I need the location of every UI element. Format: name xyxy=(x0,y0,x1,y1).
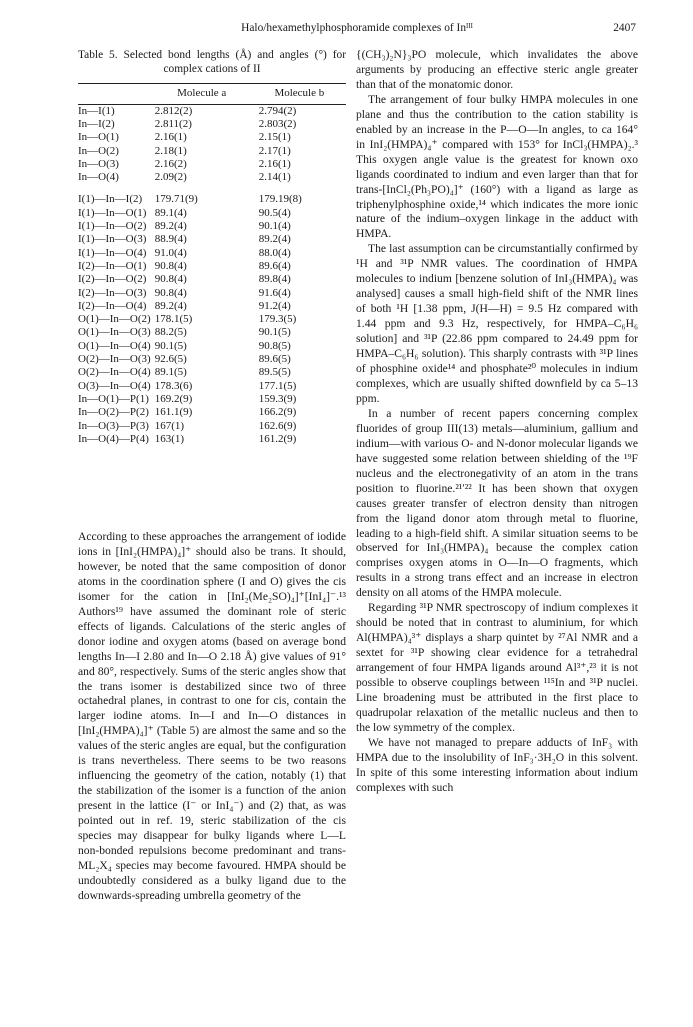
molecule-a-cell: 161.1(9) xyxy=(154,406,193,419)
bond-label-cell: In—O(1)—P(1) xyxy=(78,392,149,405)
molecule-a-cell: 178.3(6) xyxy=(154,379,193,392)
table-row xyxy=(78,207,346,220)
bond-label-cell: I(2)—In—O(1) xyxy=(78,259,147,272)
table-row xyxy=(78,433,346,446)
molecule-b-cell: 89.2(4) xyxy=(258,233,291,246)
molecule-a-cell: 90.8(4) xyxy=(154,286,187,299)
molecule-a-cell: 2.09(2) xyxy=(154,171,187,184)
table-row xyxy=(78,260,346,273)
molecule-b-cell: 2.14(1) xyxy=(258,171,291,184)
molecule-a-cell: 88.2(5) xyxy=(154,326,187,339)
molecule-b-cell: 90.8(5) xyxy=(258,339,291,352)
bond-label-cell: I(1)—In—I(2) xyxy=(78,193,143,206)
bond-label-cell: O(1)—In—O(4) xyxy=(78,339,151,352)
right-paragraph-1: {(CH₃)₂N}₃PO molecule, which invalidates the above arguments by producing an effective steric angle greater than that of the monatomic donor. xyxy=(356,48,638,91)
molecule-a-cell: 169.2(9) xyxy=(154,392,193,405)
bond-label-cell: O(2)—In—O(3) xyxy=(78,353,151,366)
molecule-b-cell: 2.803(2) xyxy=(258,118,297,130)
table-row xyxy=(78,326,346,339)
molecule-b-cell: 166.2(9) xyxy=(258,406,297,419)
running-head xyxy=(78,22,636,38)
molecule-b-cell: 90.5(4) xyxy=(258,206,291,219)
molecule-a-cell: 167(1) xyxy=(154,419,185,432)
table-row xyxy=(78,366,346,379)
table-row xyxy=(78,353,346,366)
page-number: 2407 xyxy=(613,22,636,34)
molecule-a-cell: 89.2(4) xyxy=(154,299,187,312)
molecule-a-cell: 2.812(2) xyxy=(154,104,193,117)
angles-body xyxy=(78,193,346,446)
table-row xyxy=(78,340,346,353)
bond-label-cell: I(2)—In—O(2) xyxy=(78,273,147,286)
bond-label-cell: I(1)—In—O(2) xyxy=(78,220,147,233)
molecule-b-cell: 89.6(5) xyxy=(258,353,291,366)
table-header-row xyxy=(78,84,346,104)
table-header-molecule-a: Molecule a xyxy=(177,87,227,100)
bond-label-cell: O(2)—In—O(4) xyxy=(78,366,151,379)
bond-label-cell: I(2)—In—O(4) xyxy=(78,299,147,312)
molecule-a-cell: 2.16(2) xyxy=(154,157,187,170)
table-row xyxy=(78,393,346,406)
table-caption: Table 5. Selected bond lengths (Å) and angles (°) for complex cations of II xyxy=(78,49,346,76)
table-gap xyxy=(78,184,346,193)
molecule-b-cell: 89.5(5) xyxy=(258,366,291,379)
right-paragraph-5: Regarding ³¹P NMR spectroscopy of indium complexes it should be noted that in contrast to aluminium, for which Al(HMPA)₄³⁺ displays a sharp quintet by ²⁷Al NMR and a sextet for ³¹P showing clear evidence for a tetrahedral arrangement of four HMPA ligands around Al³⁺,²³ it is not possible to observe couplings between ¹¹⁵In and ³¹P nuclei. Line broadening must be attributed in the first place to quadrupolar relaxation of the metallic nucleus and then to the low symmetry of the complex. xyxy=(356,601,638,734)
table-row xyxy=(78,145,346,158)
molecule-b-cell: 91.6(4) xyxy=(258,286,291,299)
bond-label-cell: In—O(3)—P(3) xyxy=(78,419,149,432)
right-paragraph-3: The last assumption can be circumstantially confirmed by ¹H and ³¹P NMR values. The coordination of HMPA molecules to indium [benzene solution of InI₃(HMPA)₄ was analysed] causes a small high-field shift of the NMR lines of both ¹H [1.38 ppm, J(H—H) = 9.5 Hz compared with 1.44 ppm and 9.3 Hz, respectively, for HMPA–C₆H₆ solution] and ³¹P (22.86 ppm compared to 24.49 ppm for HMPA–C₆H₆ solution). This sharply contrasts with ³¹P lines of phosphine oxide¹⁴ and phosphate²⁰ molecules in indium complexes, which are usually shifted downfield by ca 5–13 ppm. xyxy=(356,242,638,405)
table-row xyxy=(78,287,346,300)
bond-label-cell: I(1)—In—O(4) xyxy=(78,246,147,259)
molecule-b-cell: 179.19(8) xyxy=(258,193,302,206)
molecule-a-cell: 91.0(4) xyxy=(154,246,187,259)
molecule-b-cell: 91.2(4) xyxy=(258,299,291,312)
table-header-molecule-b: Molecule b xyxy=(274,87,325,100)
bond-label-cell: In—O(4)—P(4) xyxy=(78,432,149,445)
left-column-table xyxy=(78,48,346,446)
molecule-a-cell: 179.71(9) xyxy=(154,193,198,206)
molecule-a-cell: 90.1(5) xyxy=(154,339,187,352)
molecule-b-cell: 2.794(2) xyxy=(258,104,297,117)
molecule-b-cell: 90.1(5) xyxy=(258,326,291,339)
molecule-b-cell: 2.15(1) xyxy=(258,131,291,144)
bond-label-cell: In—O(4) xyxy=(78,171,119,184)
table-row xyxy=(78,220,346,233)
right-column-text xyxy=(356,48,638,796)
molecule-b-cell: 179.3(5) xyxy=(258,313,297,326)
left-paragraph: According to these approaches the arrangement of iodide ions in [InI₂(HMPA)₄]⁺ should also be trans. It should, however, be noted that the same composition of donor atoms in the coordination sphere (I and O) gives the cis isomer for the cation in [InI₂(Me₂SO)₄]⁺[InI₄]⁻.¹³ Authors¹⁹ have assumed the dominant role of steric effects of ligands. Calculations of the steric angles of donor iodine and oxygen atoms (based on average bond lengths In—I 2.80 and In—O 2.18 Å) give values of 91° and 80°, respectively. Sums of the steric angles show that the trans isomer is destabilized since two of three octahedral planes, in contrast to one for cis, contain the larger iodine atoms. In—I and In—O distances in [InI₂(HMPA)₄]⁺ (Table 5) are almost the same and so the values of the steric angles are equal, but the configuration is trans nevertheless. There seems to be two reasons influencing the geometry of the cation, notably (1) that the stabilization of the isomer is a function of the anion present in the lattice (I⁻ or InI₄⁻) and (2) that, as was pointed out in ref. 19, steric stabilization of the cis species may disappear for bulky ligands where L—L non-bonded repulsions become predominant and trans-ML₂X₄ species may become favoured. HMPA should be undoubtedly considered as a bulky ligand due to the downwards-spreading umbrella geometry of the xyxy=(78,530,346,902)
bond-lengths-body xyxy=(78,104,346,184)
molecule-a-cell: 89.1(4) xyxy=(154,206,187,219)
molecule-b-cell: 90.1(4) xyxy=(258,220,291,233)
molecule-a-cell: 89.2(4) xyxy=(154,220,187,233)
molecule-b-cell: 89.6(4) xyxy=(258,259,291,272)
bond-label-cell: In—O(3) xyxy=(78,157,119,170)
bond-label-cell: In—I(2) xyxy=(78,118,115,130)
table-row xyxy=(78,104,346,118)
running-head-title: Halo/hexamethylphosphoramide complexes of Inᴵᴵᴵ xyxy=(241,22,473,34)
molecule-a-cell: 2.16(1) xyxy=(154,131,187,144)
bond-table xyxy=(78,84,346,446)
table-row xyxy=(78,171,346,184)
molecule-a-cell: 90.8(4) xyxy=(154,259,187,272)
bond-label-cell: I(1)—In—O(3) xyxy=(78,233,147,246)
table-row xyxy=(78,118,346,131)
molecule-a-cell: 178.1(5) xyxy=(154,313,193,326)
left-column-text xyxy=(78,530,346,904)
molecule-a-cell: 90.8(4) xyxy=(154,273,187,286)
molecule-a-cell: 2.811(2) xyxy=(154,118,192,130)
table-row xyxy=(78,247,346,260)
table-row xyxy=(78,193,346,206)
molecule-b-cell: 88.0(4) xyxy=(258,246,291,259)
molecule-b-cell: 2.16(1) xyxy=(258,157,291,170)
table-row xyxy=(78,131,346,144)
molecule-a-cell: 92.6(5) xyxy=(154,353,187,366)
molecule-a-cell: 89.1(5) xyxy=(154,366,187,379)
bond-label-cell: I(1)—In—O(1) xyxy=(78,206,147,219)
table-row xyxy=(78,233,346,246)
bond-label-cell: O(1)—In—O(3) xyxy=(78,326,151,339)
molecule-a-cell: 163(1) xyxy=(154,432,185,445)
molecule-b-cell: 2.17(1) xyxy=(258,144,291,157)
table-row xyxy=(78,313,346,326)
table-row xyxy=(78,273,346,286)
molecule-b-cell: 161.2(9) xyxy=(258,432,297,445)
table-row xyxy=(78,406,346,419)
right-paragraph-4: In a number of recent papers concerning complex fluorides of group III(13) metals—aluminium, gallium and indium—with various O- and N-donor molecular ligands we have suggested some relation between shielding of the ¹⁹F nucleus and the electronegativity of an atom in the trans position to fluorine.²¹ʹ²² It has been shown that oxygen causes greater transfer of electron density than nitrogen from the ligand donor atom through metal to fluorine, leading to a high-field shift. A similar situation seems to be observed for InI₃(HMPA)₄ because the complex cation comprises oxygen atoms in O—In—O fragments, which results in a strong trans effect and an increase in electron density on all atoms of the HMPA molecule. xyxy=(356,406,638,600)
molecule-b-cell: 162.6(9) xyxy=(258,419,297,432)
molecule-a-cell: 2.18(1) xyxy=(154,144,187,157)
table-row xyxy=(78,158,346,171)
bond-label-cell: I(2)—In—O(3) xyxy=(78,286,147,299)
bond-label-cell: O(3)—In—O(4) xyxy=(78,379,151,392)
molecule-b-cell: 177.1(5) xyxy=(258,379,297,392)
table-row xyxy=(78,300,346,313)
molecule-b-cell: 159.3(9) xyxy=(258,392,297,405)
right-paragraph-2: The arrangement of four bulky HMPA molecules in one plane and thus the contribution to the cation stability is enabled by an increase in the P—O—In angles, to ca 164° in InI₂(HMPA)₄⁺ compared with 153° for InCl₃(HMPA)₂.³ This oxygen angle value is the greatest for known oxo ligands coordinated to indium and even larger than that for trans-[InCl₂(Ph₃PO)₄]⁺ (160°) with a ligand as large as triphenylphosphine oxide,¹⁴ which indicates the more ionic nature of the indium–oxygen linkage in the adduct with HMPA. xyxy=(356,92,638,241)
bond-label-cell: In—O(2) xyxy=(78,144,119,157)
bond-label-cell: In—O(2)—P(2) xyxy=(78,406,149,419)
table-header-blank xyxy=(78,84,151,104)
right-paragraph-6: We have not managed to prepare adducts of InF₃ with HMPA due to the insolubility of InF₃·3H₂O in this solvent. In spite of this some interesting information about indium complexes with such xyxy=(356,735,638,794)
bond-label-cell: In—O(1) xyxy=(78,131,119,144)
bond-label-cell: O(1)—In—O(2) xyxy=(78,313,151,326)
table-row xyxy=(78,420,346,433)
table-row xyxy=(78,380,346,393)
molecule-b-cell: 89.8(4) xyxy=(258,273,291,286)
molecule-a-cell: 88.9(4) xyxy=(154,233,187,246)
bond-label-cell: In—I(1) xyxy=(78,104,115,117)
